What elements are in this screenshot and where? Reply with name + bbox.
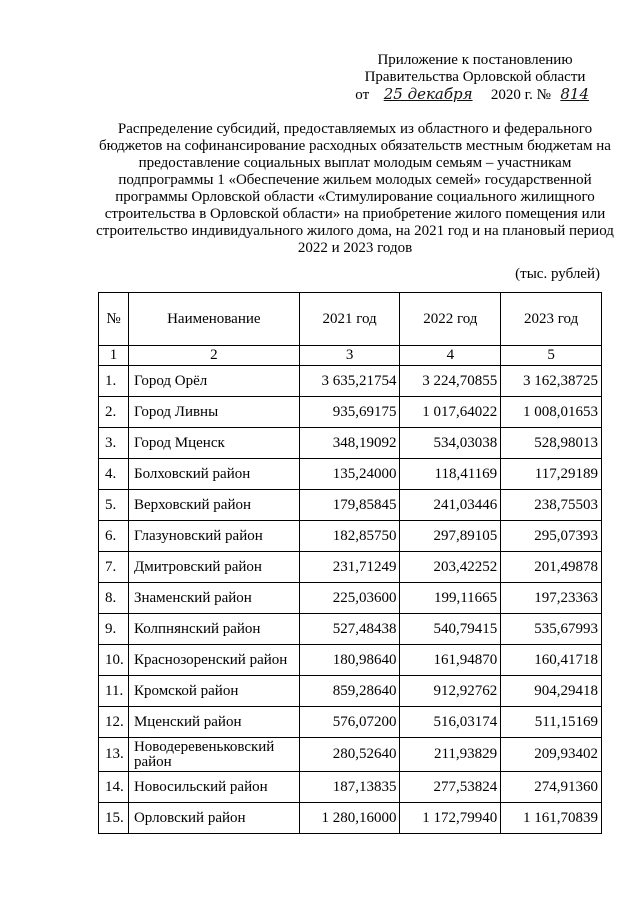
row-value-2023: 197,23363 bbox=[501, 583, 602, 614]
row-number: 1. bbox=[99, 366, 129, 397]
row-name: Кромской район bbox=[128, 676, 299, 707]
row-value-2023: 1 008,01653 bbox=[501, 397, 602, 428]
subsidy-table bbox=[98, 292, 602, 834]
row-name: Город Мценск bbox=[128, 428, 299, 459]
row-value-2022: 161,94870 bbox=[400, 645, 501, 676]
row-value-2021: 225,03600 bbox=[299, 583, 400, 614]
row-name: Мценский район bbox=[128, 707, 299, 738]
row-value-2022: 534,03038 bbox=[400, 428, 501, 459]
row-name: Новодеревеньковский район bbox=[128, 738, 299, 772]
row-value-2022: 516,03174 bbox=[400, 707, 501, 738]
row-value-2021: 859,28640 bbox=[299, 676, 400, 707]
row-value-2021: 135,24000 bbox=[299, 459, 400, 490]
row-value-2021: 3 635,21754 bbox=[299, 366, 400, 397]
table-row bbox=[99, 614, 602, 645]
table-row bbox=[99, 583, 602, 614]
row-value-2022: 912,92762 bbox=[400, 676, 501, 707]
row-value-2023: 117,29189 bbox=[501, 459, 602, 490]
row-value-2022: 1 172,79940 bbox=[400, 803, 501, 834]
table-header-row bbox=[99, 293, 602, 346]
row-number: 11. bbox=[99, 676, 129, 707]
row-value-2021: 231,71249 bbox=[299, 552, 400, 583]
row-value-2022: 203,42252 bbox=[400, 552, 501, 583]
table-row bbox=[99, 707, 602, 738]
row-value-2022: 297,89105 bbox=[400, 521, 501, 552]
row-name: Верховский район bbox=[128, 490, 299, 521]
row-number: 12. bbox=[99, 707, 129, 738]
table-row bbox=[99, 459, 602, 490]
row-name: Дмитровский район bbox=[128, 552, 299, 583]
row-number: 13. bbox=[99, 738, 129, 772]
row-value-2023: 535,67993 bbox=[501, 614, 602, 645]
index-cell: 1 bbox=[99, 346, 129, 366]
table-row bbox=[99, 490, 602, 521]
row-number: 9. bbox=[99, 614, 129, 645]
table-row bbox=[99, 772, 602, 803]
approval-line-1: Приложение к постановлению bbox=[377, 52, 573, 68]
row-value-2023: 904,29418 bbox=[501, 676, 602, 707]
year-text: 2020 г. № bbox=[490, 87, 551, 103]
row-number: 5. bbox=[99, 490, 129, 521]
row-name: Глазуновский район bbox=[128, 521, 299, 552]
header-number: № bbox=[99, 293, 129, 346]
row-value-2022: 118,41169 bbox=[400, 459, 501, 490]
row-value-2022: 3 224,70855 bbox=[400, 366, 501, 397]
row-value-2023: 511,15169 bbox=[501, 707, 602, 738]
table-row bbox=[99, 552, 602, 583]
row-value-2023: 274,91360 bbox=[501, 772, 602, 803]
table-row bbox=[99, 521, 602, 552]
table-row bbox=[99, 676, 602, 707]
row-name: Новосильский район bbox=[128, 772, 299, 803]
table-row bbox=[99, 366, 602, 397]
table-row bbox=[99, 428, 602, 459]
row-value-2023: 1 161,70839 bbox=[501, 803, 602, 834]
row-value-2021: 1 280,16000 bbox=[299, 803, 400, 834]
header-2023: 2023 год bbox=[501, 293, 602, 346]
table-row bbox=[99, 645, 602, 676]
row-value-2021: 179,85845 bbox=[299, 490, 400, 521]
row-value-2022: 1 017,64022 bbox=[400, 397, 501, 428]
row-name: Город Орёл bbox=[128, 366, 299, 397]
row-value-2023: 3 162,38725 bbox=[501, 366, 602, 397]
row-number: 2. bbox=[99, 397, 129, 428]
row-value-2022: 277,53824 bbox=[400, 772, 501, 803]
row-value-2023: 201,49878 bbox=[501, 552, 602, 583]
row-number: 15. bbox=[99, 803, 129, 834]
header-2022: 2022 год bbox=[400, 293, 501, 346]
row-value-2023: 528,98013 bbox=[501, 428, 602, 459]
table-row bbox=[99, 803, 602, 834]
table-row bbox=[99, 738, 602, 772]
row-number: 7. bbox=[99, 552, 129, 583]
row-name: Знаменский район bbox=[128, 583, 299, 614]
row-value-2021: 527,48438 bbox=[299, 614, 400, 645]
index-cell: 3 bbox=[299, 346, 400, 366]
row-number: 14. bbox=[99, 772, 129, 803]
approval-block bbox=[350, 52, 600, 104]
table-row bbox=[99, 397, 602, 428]
handwritten-date: 25 декабря bbox=[383, 85, 473, 103]
row-value-2023: 209,93402 bbox=[501, 738, 602, 772]
row-name: Город Ливны bbox=[128, 397, 299, 428]
header-name: Наименование bbox=[128, 293, 299, 346]
row-value-2021: 182,85750 bbox=[299, 521, 400, 552]
from-prefix: от bbox=[355, 87, 370, 103]
index-cell: 5 bbox=[501, 346, 602, 366]
approval-line-2: Правительства Орловской области bbox=[364, 69, 586, 85]
row-name: Краснозоренский район bbox=[128, 645, 299, 676]
row-value-2021: 348,19092 bbox=[299, 428, 400, 459]
index-cell: 2 bbox=[128, 346, 299, 366]
handwritten-number: 814 bbox=[560, 85, 589, 103]
row-name: Колпнянский район bbox=[128, 614, 299, 645]
row-value-2022: 241,03446 bbox=[400, 490, 501, 521]
row-value-2023: 238,75503 bbox=[501, 490, 602, 521]
row-name: Болховский район bbox=[128, 459, 299, 490]
header-2021: 2021 год bbox=[299, 293, 400, 346]
index-cell: 4 bbox=[400, 346, 501, 366]
row-value-2022: 199,11665 bbox=[400, 583, 501, 614]
row-value-2021: 180,98640 bbox=[299, 645, 400, 676]
row-value-2021: 280,52640 bbox=[299, 738, 400, 772]
row-value-2021: 576,07200 bbox=[299, 707, 400, 738]
column-index-row bbox=[99, 346, 602, 366]
row-number: 3. bbox=[99, 428, 129, 459]
row-value-2023: 160,41718 bbox=[501, 645, 602, 676]
row-value-2021: 935,69175 bbox=[299, 397, 400, 428]
approval-date-line bbox=[350, 86, 600, 104]
row-number: 8. bbox=[99, 583, 129, 614]
units-label: (тыс. рублей) bbox=[515, 266, 600, 282]
row-number: 4. bbox=[99, 459, 129, 490]
row-number: 6. bbox=[99, 521, 129, 552]
row-value-2023: 295,07393 bbox=[501, 521, 602, 552]
document-title: Распределение субсидий, предоставляемых из областного и федерального бюджетов на софинансирование расходных обязательств местным бюджетам на предоставление социальных выплат молодым семьям – участникам подпрограммы 1 «Обеспечение жильем молодых семей» государственной программы Орловской области «Стимулирование социального жилищного строительства в Орловской области» на приобретение жилого помещения или строительство индивидуального жилого дома, на 2021 год и на плановый период 2022 и 2023 годов bbox=[96, 121, 614, 256]
row-number: 10. bbox=[99, 645, 129, 676]
row-name: Орловский район bbox=[128, 803, 299, 834]
row-value-2022: 540,79415 bbox=[400, 614, 501, 645]
row-value-2021: 187,13835 bbox=[299, 772, 400, 803]
row-value-2022: 211,93829 bbox=[400, 738, 501, 772]
